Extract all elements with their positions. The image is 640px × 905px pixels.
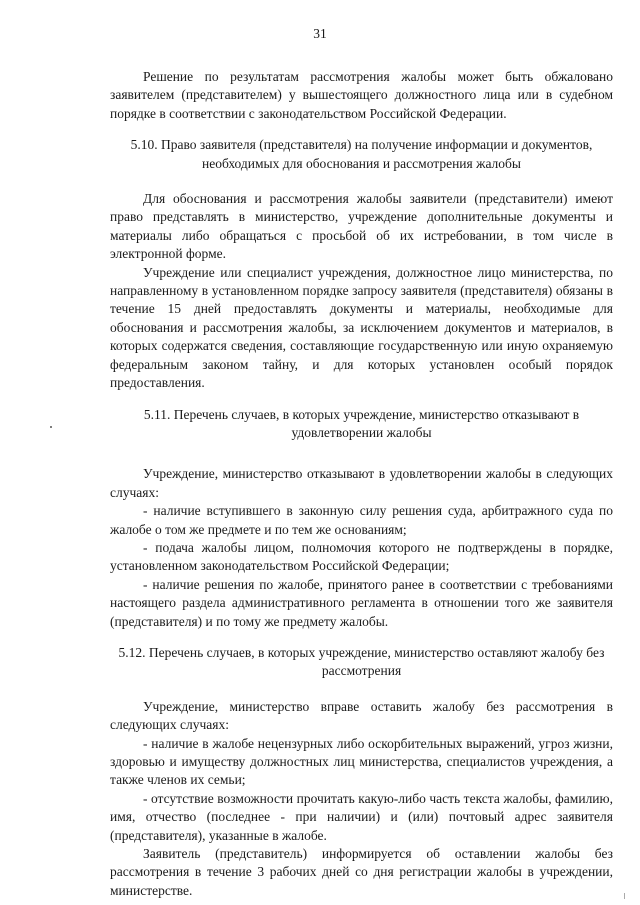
page-number: 31 [313,26,327,41]
paragraph-applicant-notification: Заявитель (представитель) информируется об оставлении жалобы без рассмотрения в течение 3 рабочих дней со дня регистрации жалобы в учреждении, министерстве. [110,846,613,898]
paragraph-refusal-intro: Учреждение, министерство отказывают в удовлетворении жалобы в следующих случаях: [110,466,613,500]
list-item-unreadable-text: - отсутствие возможности прочитать какую-либо часть текста жалобы, фамилию, имя, отчество (последнее - при наличии) и (или) почтовый адрес заявителя (представителя), указанные в жалобе. [110,790,613,843]
scan-speck [50,426,52,428]
scan-edge-mark [624,893,625,899]
section-heading-5-10: 5.10. Право заявителя (представителя) на получение информации и документов, необходимых для обоснования и рассмотрения жалобы [130,137,593,171]
paragraph-appeal-decision: Решение по результатам рассмотрения жалобы может быть обжаловано заявителем (представителем) у вышестоящего должностного лица или в судебном порядке в соответствии с законодательством Российской Федерации. [110,69,613,121]
list-item-unconfirmed-authority: - подача жалобы лицом, полномочия которого не подтверждены в порядке, установленном законодательством Российской Федерации; [110,539,613,574]
section-heading-5-11: 5.11. Перечень случаев, в которых учреждение, министерство отказывают в удовлетворении жалобы [143,406,580,440]
list-item-court-decision: - наличие вступившего в законную силу решения суда, арбитражного суда по жалобе о том же предмете и по тем же основаниям; [110,503,613,537]
list-item-offensive-language: - наличие в жалобе нецензурных либо оскорбительных выражений, угроз жизни, здоровью и имуществу должностных лиц министерства, специалистов учреждения, а также членов их семьи; [110,735,613,788]
document-body [110,68,613,900]
paragraph-obligation-to-provide: Учреждение или специалист учреждения, должностное лицо министерства, по направленному в установленном порядке запросу заявителя (представителя) обязаны в течение 15 дней предоставлять документы и материалы, необходимые для обоснования и рассмотрения жалобы, за исключением документов и материалов, в которых содержатся сведения, составляющие государственную или иную охраняемую федеральным законом тайну, и для которых установлен особый порядок предоставления. [110,264,613,391]
list-item-prior-decision: - наличие решения по жалобе, принятого ранее в соответствии с требованиями настоящего раздела административного регламента в отношении того же заявителя (представителя) и по тому же предмету жалобы. [110,576,613,629]
paragraph-right-to-submit: Для обоснования и рассмотрения жалобы заявители (представители) имеют право представлять в министерство, учреждение дополнительные документы и материалы либо обращаться с просьбой об их истребовании, в том числе в электронной форме. [110,191,613,262]
section-heading-5-12: 5.12. Перечень случаев, в которых учреждение, министерство оставляют жалобу без рассмотрения [118,644,605,679]
paragraph-leave-without-review-intro: Учреждение, министерство вправе оставить жалобу без рассмотрения в следующих случаях: [110,698,613,733]
